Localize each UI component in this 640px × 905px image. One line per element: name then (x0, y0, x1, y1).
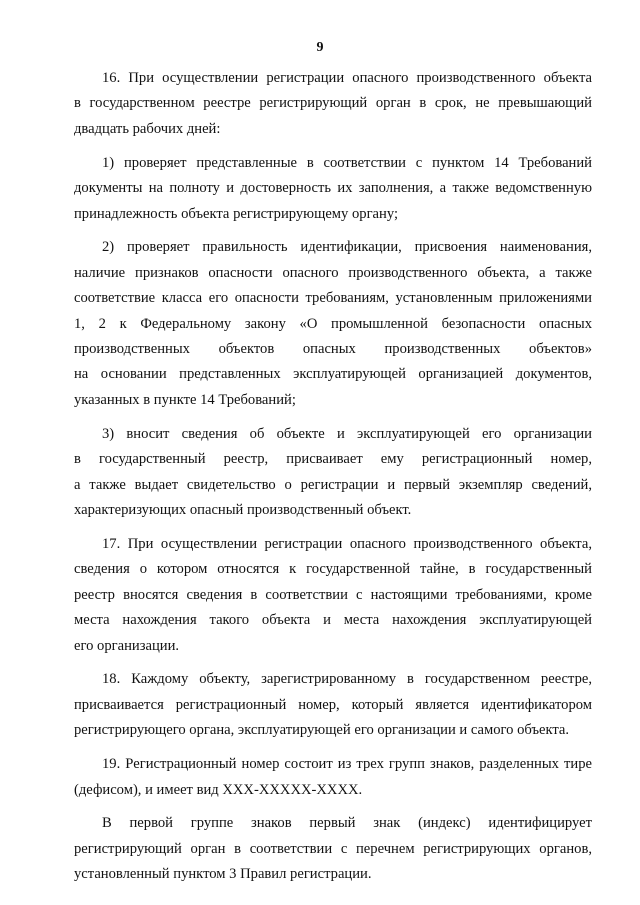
paragraph (74, 151, 592, 227)
text-line: (дефисом), и имеет вид ХХХ-ХХХХХ-ХХХХ. (74, 781, 363, 798)
text-line: 19. Регистрационный номер состоит из трех групп знаков, разделенных тире (102, 756, 592, 773)
paragraph-gap (74, 227, 592, 236)
text-line: наличие признаков опасности опасного производственного объекта, а также (74, 264, 592, 281)
text-line: производственных объектов опасных производственных объектов» (74, 341, 592, 358)
text-line: 1, 2 к Федеральному закону «О промышленной безопасности опасных (74, 315, 592, 332)
text-line: В первой группе знаков первый знак (индекс) идентифицирует (102, 815, 592, 832)
text-line: документы на полноту и достоверность их заполнения, а также ведомственную (74, 180, 592, 197)
page-number: 9 (316, 40, 324, 55)
text-line: принадлежность объекта регистрирующему органу; (74, 205, 398, 222)
text-line: характеризующих опасный производственный объект. (74, 502, 412, 518)
text-line: на основании представленных эксплуатирующей организацией документов, (74, 366, 592, 383)
text-line: а также выдает свидетельство о регистрации и первый экземпляр сведений, (74, 476, 592, 493)
text-line: 3) вносит сведения об объекте и эксплуатирующей его организации (102, 425, 592, 442)
text-line: в государственный реестр, присваивает ему регистрационный номер, (74, 451, 592, 468)
document-body (74, 66, 592, 888)
text-line: места нахождения такого объекта и места нахождения эксплуатирующей (74, 612, 592, 629)
paragraph-gap (74, 523, 592, 532)
paragraph (74, 667, 592, 743)
paragraph-gap (74, 142, 592, 151)
text-line: регистрирующий орган в соответствии с перечнем регистрирующих органов, (74, 840, 592, 857)
paragraph (74, 811, 592, 887)
paragraph-gap (74, 659, 592, 668)
text-line: установленный пунктом 3 Правил регистрации. (74, 866, 372, 883)
text-line: двадцать рабочих дней: (74, 120, 221, 137)
text-line: в государственном реестре регистрирующий орган в срок, не превышающий (74, 95, 592, 112)
text-line: его организации. (74, 637, 180, 654)
text-line: 16. При осуществлении регистрации опасного производственного объекта (102, 70, 592, 86)
text-line: регистрирующего органа, эксплуатирующей его организации и самого объекта. (74, 722, 570, 739)
text-line: 18. Каждому объекту, зарегистрированному в государственном реестре, (102, 671, 592, 688)
text-line: соответствие класса его опасности требованиям, установленным приложениями (74, 290, 592, 307)
paragraph-gap (74, 744, 592, 753)
paragraph (74, 422, 592, 524)
paragraph (74, 532, 592, 659)
paragraph (74, 235, 592, 413)
paragraph-gap (74, 413, 592, 422)
text-line: сведения о котором относятся к государственной тайне, в государственный (74, 561, 592, 578)
text-line: 2) проверяет правильность идентификации, присвоения наименования, (102, 239, 592, 256)
text-line: 17. При осуществлении регистрации опасного производственного объекта, (102, 535, 592, 552)
paragraph (74, 752, 592, 803)
paragraph (74, 66, 592, 142)
text-line: присваивается регистрационный номер, который является идентификатором (74, 696, 592, 713)
text-line: реестр вносятся сведения в соответствии с настоящими требованиями, кроме (74, 586, 592, 603)
paragraph-gap (74, 803, 592, 812)
text-line: указанных в пункте 14 Требований; (74, 391, 296, 408)
text-line: 1) проверяет представленные в соответствии с пунктом 14 Требований (102, 154, 592, 171)
